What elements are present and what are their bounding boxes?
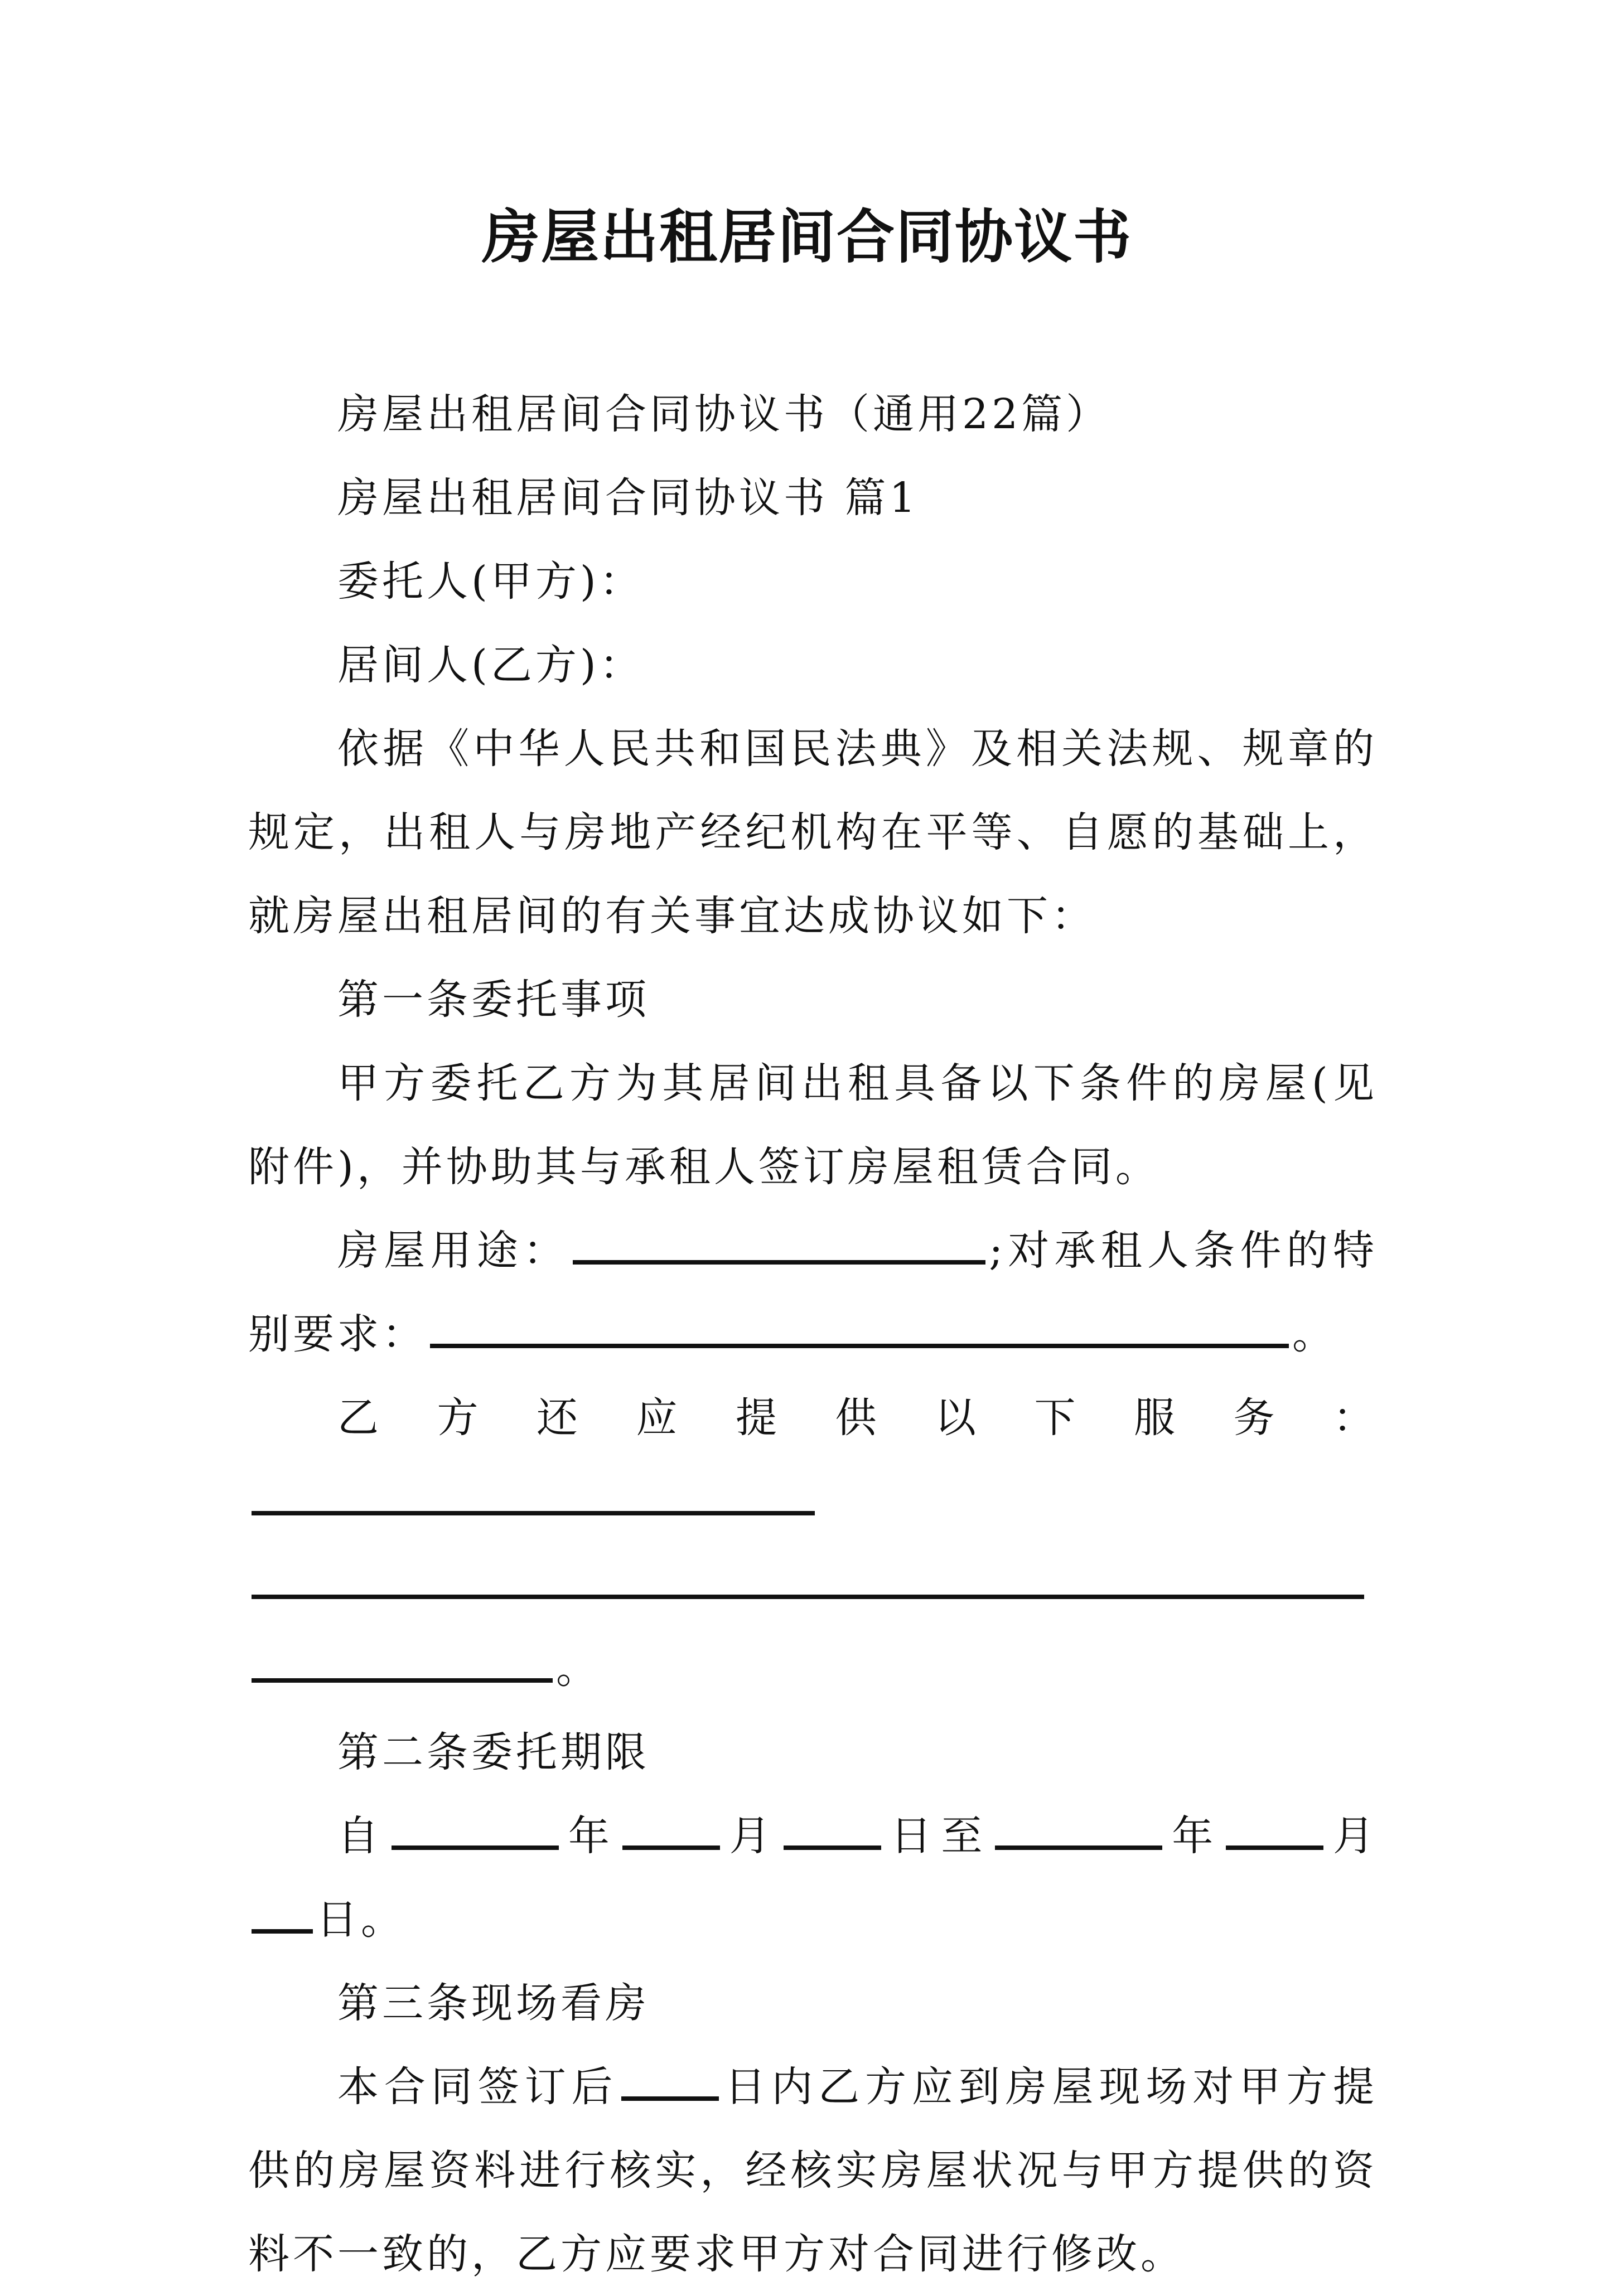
text-fragment: 日内乙方应到房屋现场对甲方提供的房屋资料进行核实，经核实房屋状况与甲方提供的资料不一致的，乙方应要求甲方对合同进行修改。 — [248, 2063, 1378, 2278]
paragraph-collection-title: 房屋出租居间合同协议书（通用22篇） — [337, 390, 1111, 438]
paragraph-house-use — [248, 1209, 1378, 1376]
text-fragment: 日。 — [316, 1896, 405, 1944]
text-fragment: 。 — [556, 1645, 601, 1693]
tenant-requirement-label: ;对承租人条件的特别要求： — [248, 1227, 1378, 1358]
blank-line — [252, 1929, 313, 1934]
text-fragment: 日至 — [884, 1812, 992, 1860]
paragraph-term-dates — [248, 1794, 1378, 1961]
blank-line — [392, 1845, 559, 1850]
paragraph-preamble: 依据《中华人民共和国民法典》及相关法规、规章的规定，出租人与房地产经纪机构在平等、自愿的基础上，就房屋出租居间的有关事宜达成协议如下： — [248, 725, 1378, 940]
blank-line — [621, 2096, 719, 2101]
paragraph-party-b: 居间人(乙方)： — [337, 641, 644, 689]
paragraph-party-a: 委托人(甲方)： — [337, 558, 644, 606]
blank-line — [995, 1845, 1162, 1850]
paragraph-article-1-heading: 第一条委托事项 — [337, 976, 650, 1024]
blank-line — [252, 1594, 1364, 1599]
services-label: 乙方还应提供以下服务： — [337, 1394, 1378, 1442]
text-fragment: 。 — [1292, 1310, 1337, 1358]
paragraph-services — [248, 1376, 1378, 1711]
house-use-label: 房屋用途： — [337, 1227, 570, 1275]
paragraph-article-3-heading: 第三条现场看房 — [337, 1979, 650, 2027]
text-fragment: 年 — [1166, 1812, 1223, 1860]
paragraph-article-3-body — [248, 2045, 1378, 2296]
document-body — [248, 372, 1378, 2296]
paragraph-article-2-heading: 第二条委托期限 — [337, 1728, 650, 1776]
blank-line — [622, 1845, 720, 1850]
document-title: 房屋出租居间合同协议书 — [481, 203, 1132, 271]
blank-line — [430, 1343, 1289, 1348]
text-fragment: 本合同签订后 — [337, 2063, 618, 2111]
blank-line — [573, 1260, 985, 1265]
paragraph-section-heading: 房屋出租居间合同协议书 篇1 — [337, 474, 919, 522]
blank-line — [252, 1510, 815, 1515]
paragraph-article-1-body: 甲方委托乙方为其居间出租具备以下条件的房屋(见附件)，并协助其与承租人签订房屋租赁合同。 — [248, 1059, 1378, 1191]
blank-line — [1226, 1845, 1323, 1850]
text-fragment: 月 — [723, 1812, 780, 1860]
text-fragment: 年 — [562, 1812, 619, 1860]
text-fragment: 自 — [337, 1812, 388, 1860]
blank-line — [784, 1845, 881, 1850]
text-fragment: 月 — [1327, 1812, 1378, 1860]
blank-line — [252, 1678, 553, 1683]
